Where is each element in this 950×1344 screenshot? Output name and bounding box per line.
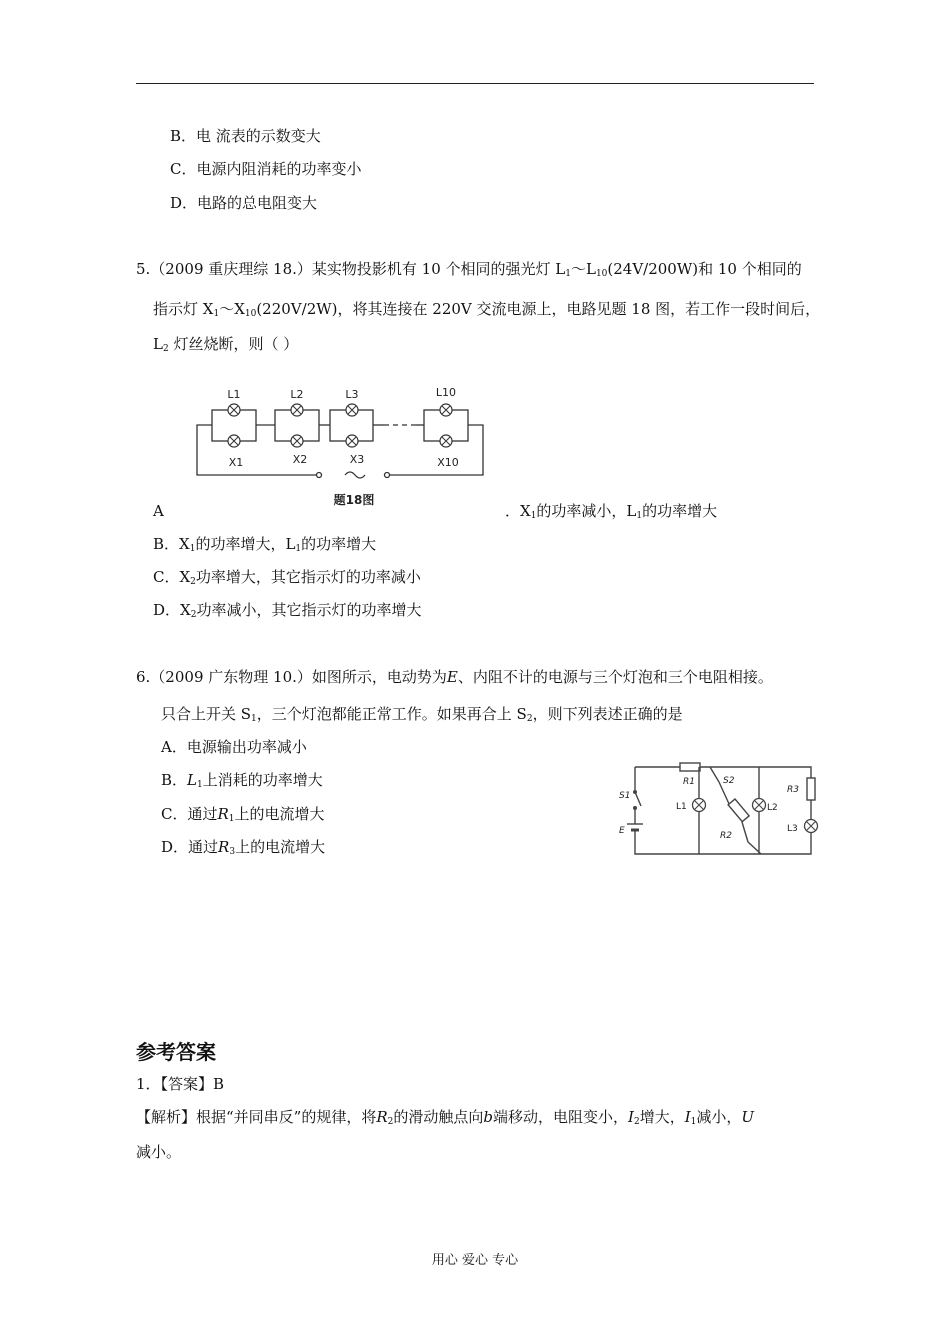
lamp-l10-icon xyxy=(440,404,452,416)
answers-heading: 参考答案 xyxy=(136,1040,216,1064)
label-l2: L2 xyxy=(290,388,304,401)
q5-stem-line1: 5.（2009 重庆理综 18.）某实物投影机有 10 个相同的强光灯 $L_1\sim L_{10}(24V/200W)$和 10 个相同的 xyxy=(136,260,802,279)
resistor-r3-icon xyxy=(807,778,815,800)
lamp-x10-icon xyxy=(440,435,452,447)
header-rule xyxy=(136,83,814,84)
q5-option-c: C．$X_2$功率增大，其它指示灯的功率减小 xyxy=(153,568,421,587)
lamp-l1-icon xyxy=(228,404,240,416)
label-l1: L1 xyxy=(676,802,687,812)
lamp-x2-icon xyxy=(291,435,303,447)
label-r2: R2 xyxy=(720,831,732,841)
lamp-l2-icon xyxy=(753,799,766,812)
label-x2: X2 xyxy=(292,453,308,466)
lamp-x3-icon xyxy=(346,435,358,447)
q6-option-d: D．通过$R_3$上的电流增大 xyxy=(161,838,326,857)
q6-stem-line2: 只合上开关 $S_1$，三个灯泡都能正常工作。如果再合上 $S_2$，则下列表述正确的是 xyxy=(161,705,683,724)
answer-1-analysis-line2: 减小。 xyxy=(136,1143,182,1161)
q5-stem-line3: $L_2$ 灯丝烧断，则（ ） xyxy=(153,335,299,354)
switch-s1-icon xyxy=(633,790,641,810)
page-footer: 用心 爱心 专心 xyxy=(431,1253,519,1268)
answer-1: 1．【答案】B xyxy=(136,1075,225,1093)
q5-option-b: B．$X_1$的功率增大，$L_1$的功率增大 xyxy=(153,535,377,554)
label-e: E xyxy=(619,826,625,836)
lamp-x1-icon xyxy=(228,435,240,447)
q5-circuit-figure xyxy=(190,383,490,513)
q6-circuit-figure xyxy=(615,762,825,857)
label-x1: X1 xyxy=(228,456,244,469)
prev-option-d: D．电路的总电阻变大 xyxy=(170,194,318,212)
label-r1: R1 xyxy=(683,777,695,787)
q6-stem-line1: 6.（2009 广东物理 10.）如图所示，电动势为E、内阻不计的电源与三个灯泡和三个电阻相接。 xyxy=(136,668,773,686)
label-x3: X3 xyxy=(349,453,365,466)
battery-icon xyxy=(627,824,643,836)
lamp-l3-icon xyxy=(346,404,358,416)
label-s2: S2 xyxy=(723,776,735,786)
label-x10: X10 xyxy=(437,456,459,469)
lamp-l2-icon xyxy=(291,404,303,416)
q5-option-d: D．$X_2$功率减小，其它指示灯的功率增大 xyxy=(153,601,422,620)
label-l3: L3 xyxy=(787,824,798,834)
label-l3: L3 xyxy=(345,388,359,401)
q5-option-a-text: ．$X_1$的功率减小，$L_1$的功率增大 xyxy=(505,502,718,521)
q6-option-b: B．$L_1$上消耗的功率增大 xyxy=(161,771,323,790)
q5-option-a-letter: A xyxy=(153,502,164,520)
lamp-l1-icon xyxy=(693,799,706,812)
answer-1-analysis-line1: 【解析】根据“并同串反”的规律，将$R_2$的滑动触点向b端移动，电阻变小，$I_2$增大，$I_1$减小，U xyxy=(136,1108,755,1127)
prev-option-b: B．电 流表的示数变大 xyxy=(170,127,321,145)
label-l10: L10 xyxy=(435,386,457,399)
prev-option-c: C．电源内阻消耗的功率变小 xyxy=(170,160,362,178)
label-s1: S1 xyxy=(619,791,631,801)
label-r3: R3 xyxy=(787,785,799,795)
figure-caption: 题18图 xyxy=(333,493,375,507)
q6-option-a: A．电源输出功率减小 xyxy=(161,738,307,756)
q5-stem-line2: 指示灯 $X_1\sim X_{10}(220V/2W)$，将其连接在 220V 交流电源上，电路见题 18 图，若工作一段时间后， xyxy=(153,300,821,319)
lamp-l3-icon xyxy=(805,820,818,833)
label-l1: L1 xyxy=(227,388,241,401)
label-l2: L2 xyxy=(767,803,778,813)
q6-option-c: C．通过$R_1$上的电流增大 xyxy=(161,805,325,824)
resistor-r2-icon xyxy=(728,799,749,822)
